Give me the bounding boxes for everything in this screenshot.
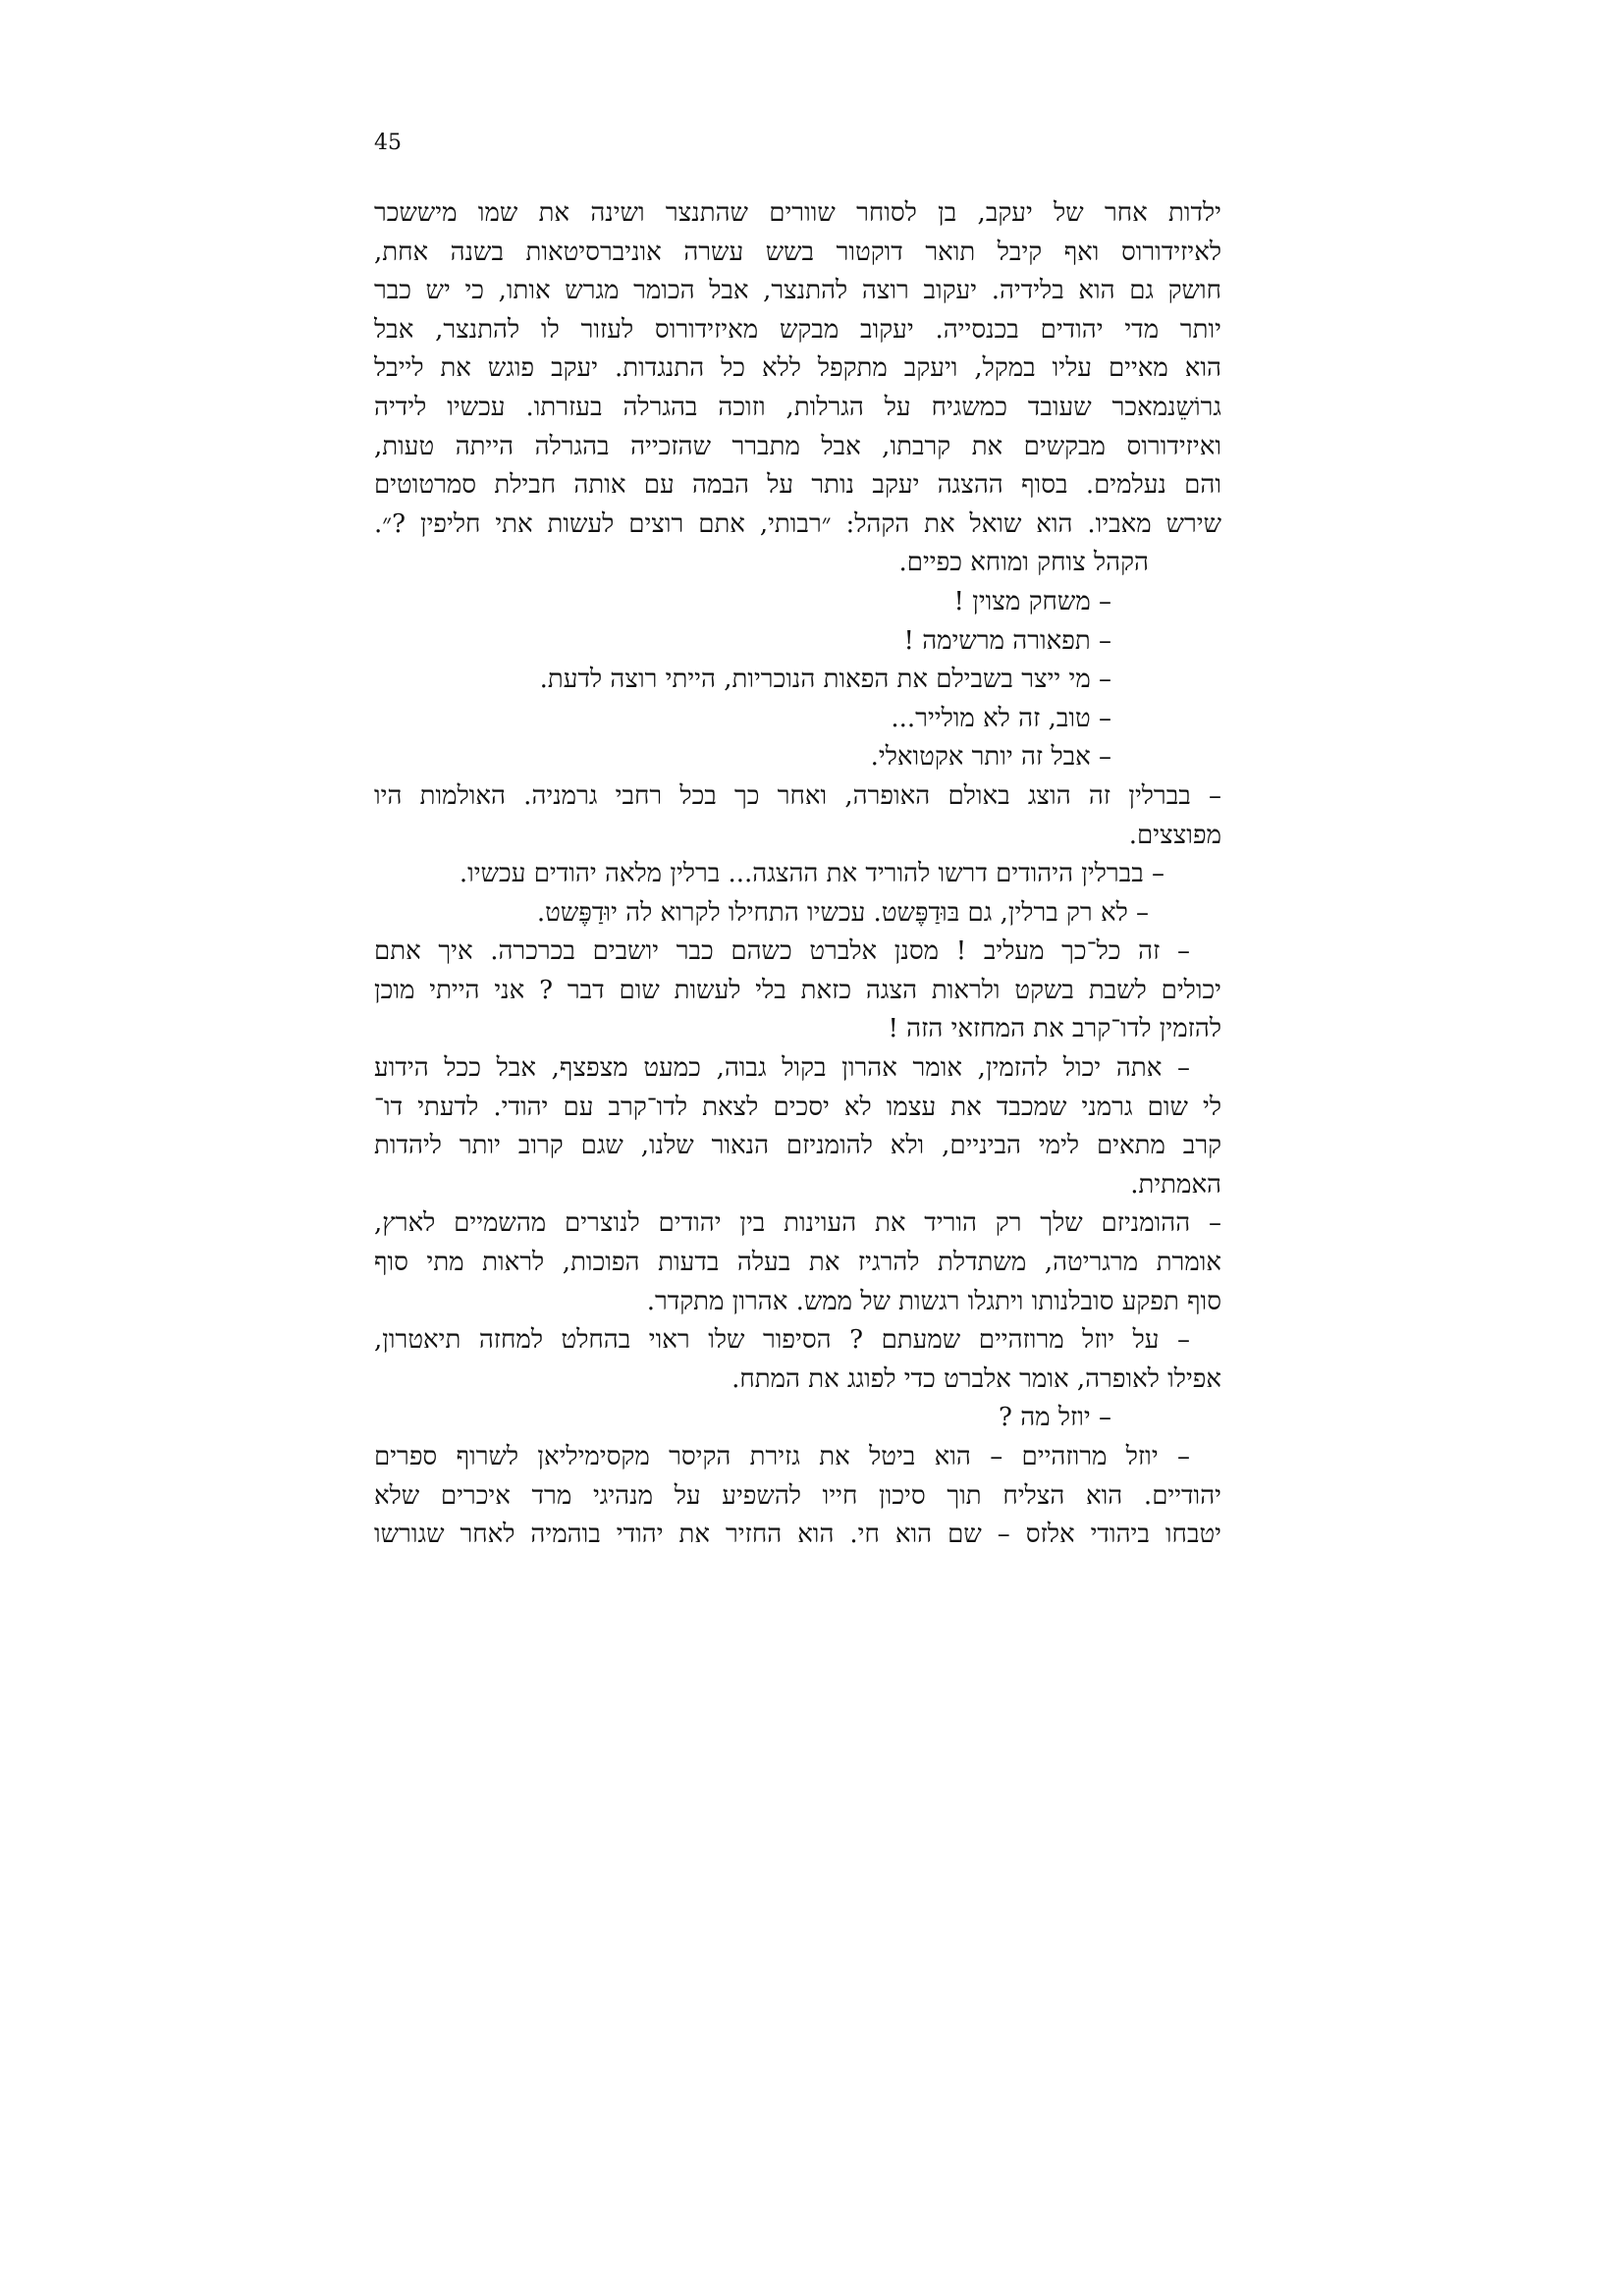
paragraph [374, 194, 1221, 544]
paragraph [374, 855, 1221, 894]
text-line: – ההומניזם שלך רק הוריד את העוינות בין יהודים לנוצרים מהשמיים לארץ, [374, 1208, 1221, 1239]
text-line: – אתה יכול להזמין, אומר אהרון בקול גבוה, כמעט מצפצף, אבל ככל הידוע [374, 1053, 1190, 1084]
paragraph [374, 777, 1221, 855]
text-line: – יוזל מרוזהיים – הוא ביטל את גזירת הקיסר מקסימיליאן לשרוף ספרים [374, 1442, 1190, 1471]
dialog-list [374, 583, 1221, 777]
text-line: הוא מאיים עליו במקל, ויעקב מתקפל ללא כל התנגדות. יעקב פוגש את לייבל [374, 353, 1221, 384]
text-line: – זה כל־כך מעליב ! מסנן אלברט כשהם כבר יושבים בכרכרה. איך אתם [374, 936, 1190, 967]
text-line: – בברלין זה הוצג באולם האופרה, ואחר כך בכל רחבי גרמניה. האולמות היו [374, 780, 1221, 811]
dialog-line: – תפאורה מרשימה ! [903, 625, 1111, 656]
dialog-line: – אבל זה יותר אקטואלי. [870, 742, 1111, 773]
text-line: ואיזידורוס מבקשים את קרבתו, אבל מתברר שהזכייה בהגרלה הייתה טעות, [374, 431, 1221, 461]
text-line: – יוזל מה ? [999, 1403, 1111, 1433]
text-line: סוף תפקע סובלנותו ויתגלו רגשות של ממש. אהרון מתקדר. [646, 1286, 1221, 1316]
text-line: אומרת מרגריטה, משתדלת להרגיז את בעלה בדעות הפוכות, לראות מתי סוף [374, 1248, 1221, 1278]
text-line: יכולים לשבת בשקט ולראות הצגה כזאת בלי לעשות שום דבר ? אני הייתי מוכן [374, 975, 1221, 1005]
text-line: יותר מדי יהודים בכנסייה. יעקוב מבקש מאיזידורוס לעזור לו להתנצר, אבל [374, 314, 1221, 345]
text-line: גרוֹשֵנמאכר שעובד כמשגיח על הגרלות, וזוכה בהגרלה בעזרתו. עכשיו לידיה [374, 392, 1221, 422]
text-line: חושק גם הוא בלידיה. יעקוב רוצה להתנצר, אבל הכומר מגרש אותו, כי יש כבר [374, 276, 1221, 306]
text-line: מפוצצים. [1128, 820, 1221, 850]
text-line: – על יוזל מרוזהיים שמעתם ? הסיפור שלו ראוי בהחלט למחזה תיאטרון, [374, 1325, 1190, 1356]
text-line: והם נעלמים. בסוף ההצגה יעקב נותר על הבמה עם אותה חבילת סמרטוטים [374, 470, 1221, 501]
paragraph [374, 1438, 1221, 1555]
text-line: אפילו לאופרה, אומר אלברט כדי לפוגג את המתח. [731, 1363, 1221, 1394]
paragraph [374, 1049, 1221, 1204]
text-line: יהודיים. הוא הצליח תוך סיכון חייו להשפיע על מנהיגי מרד איכרים שלא [374, 1480, 1221, 1511]
text-line: שירש מאביו. הוא שואל את הקהל: ״רבותי, אתם רוצים לעשות אתי חליפין ?״. [374, 508, 1221, 539]
paragraph [374, 1321, 1221, 1399]
text-line: לאיזידורוס ואף קיבל תואר דוקטור בשש עשרה אוניברסיטאות בשנה אחת, [374, 237, 1221, 267]
text-line: ילדות אחר של יעקב, בן לסוחר שוורים שהתנצר ושינה את שמו מיששכר [374, 198, 1221, 228]
text-line: יטבחו ביהודי אלזס – שם הוא חי. הוא החזיר את יהודי בוהמיה לאחר שגורשו [374, 1520, 1221, 1550]
text-line: – בברלין היהודים דרשו להוריד את ההצגה... ברלין מלאה יהודים עכשיו. [459, 859, 1164, 889]
paragraph [374, 544, 1221, 583]
text-line: האמתית. [1130, 1169, 1221, 1200]
text-line: הקהל צוחק ומוחא כפיים. [898, 548, 1149, 578]
dialog-line: – טוב, זה לא מולייר... [891, 703, 1111, 733]
dialog-line: – מי ייצר בשבילם את הפאות הנוכריות, הייתי רוצה לדעת. [539, 665, 1111, 695]
page-number: 45 [374, 131, 402, 155]
paragraph [374, 933, 1221, 1049]
dialog-line: – משחק מצוין ! [953, 586, 1111, 616]
text-line: – לא רק ברלין, גם בּוּדַפֶּשט. עכשיו התחילו לקרוא לה יוּדַפֶּשט. [536, 897, 1149, 928]
text-line: להזמין לדו־קרב את המחזאי הזה ! [888, 1014, 1221, 1044]
paragraph [374, 1399, 1221, 1438]
text-line: לי שום גרמני שמכבד את עצמו לא יסכים לצאת לדו־קרב עם יהודי. לדעתי דו־ [374, 1092, 1221, 1122]
text-line: קרב מתאים לימי הביניים, ולא להומניזם הנאור שלנו, שגם קרוב יותר ליהדות [374, 1131, 1221, 1161]
paragraph [374, 894, 1221, 934]
body-text [374, 194, 1221, 1555]
paragraph [374, 1204, 1221, 1321]
